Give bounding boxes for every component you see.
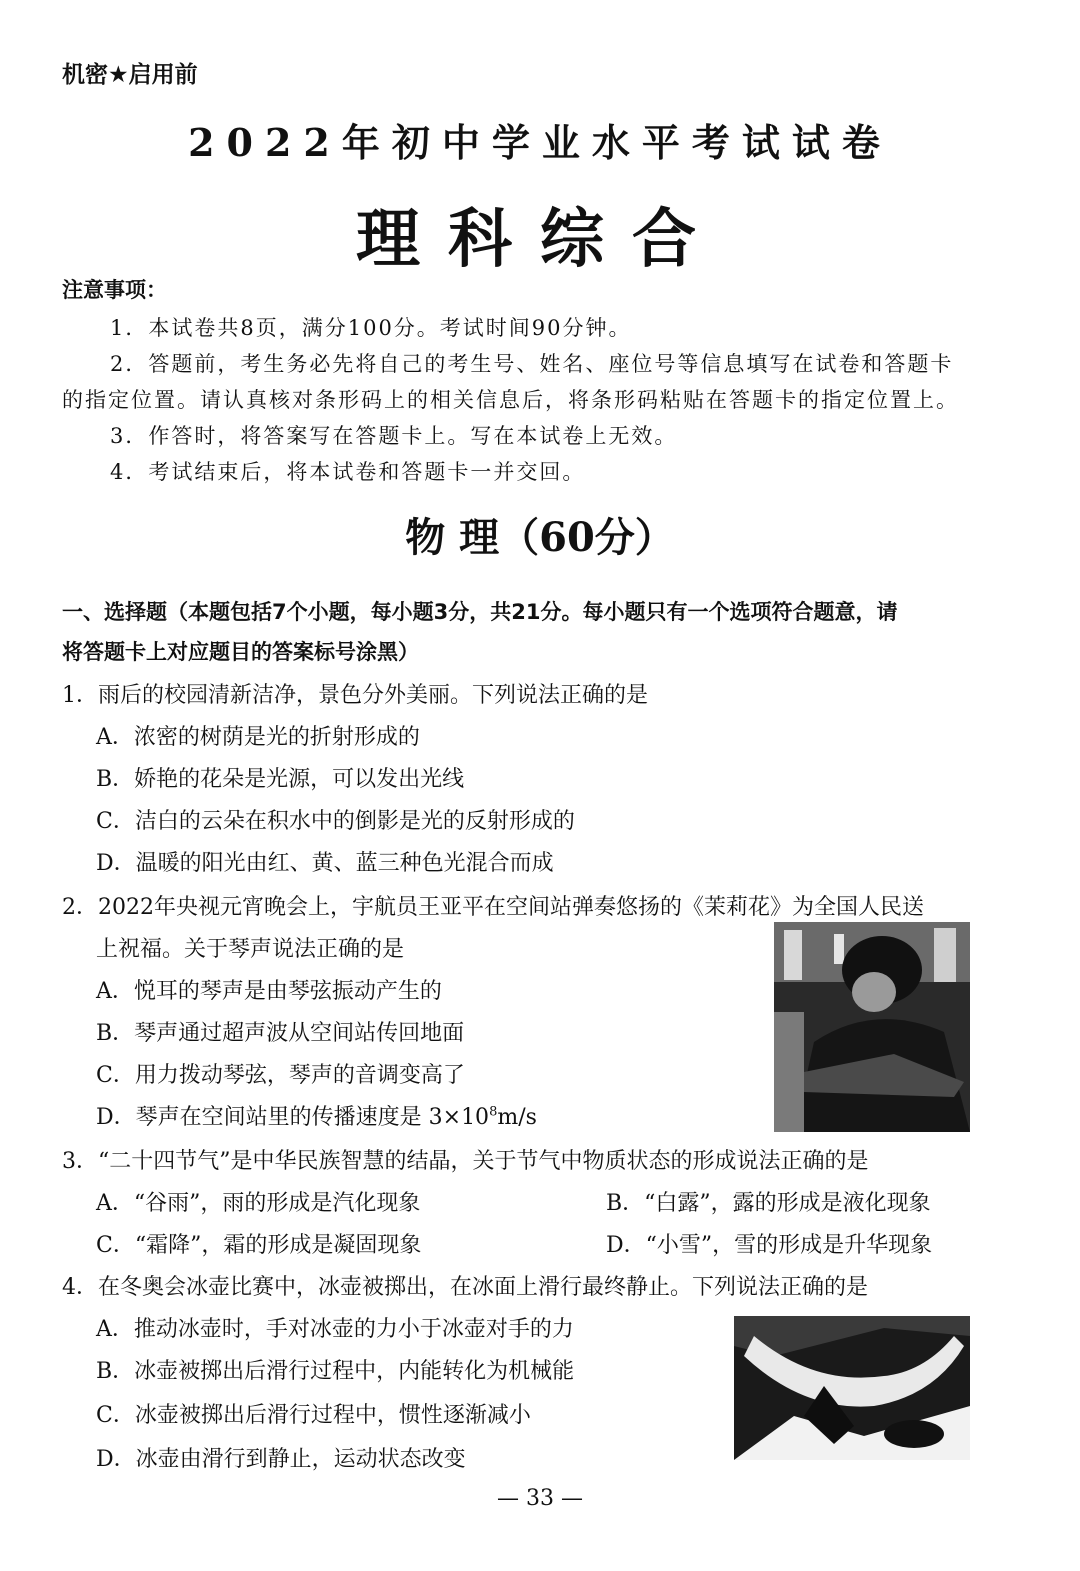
question-2-option-b: B．琴声通过超声波从空间站传回地面: [96, 1021, 465, 1046]
part-heading-cont: 将答题卡上对应题目的答案标号涂黑）: [62, 640, 419, 664]
question-1-option-b: B．娇艳的花朵是光源，可以发出光线: [96, 767, 465, 792]
question-4-option-c: C．冰壶被掷出后滑行过程中，惯性逐渐减小: [96, 1403, 531, 1428]
question-4-option-d: D．冰壶由滑行到静止，运动状态改变: [96, 1447, 466, 1472]
question-1-stem: 1．雨后的校园清新洁净，景色分外美丽。下列说法正确的是: [62, 683, 648, 708]
section-title: 物 理（60分）: [405, 514, 675, 561]
notice-item-1: 1．本试卷共8页，满分100分。考试时间90分钟。: [110, 316, 632, 340]
question-3-stem: 3．“二十四节气”是中华民族智慧的结晶，关于节气中物质状态的形成说法正确的是: [62, 1149, 869, 1174]
question-4-option-b: B．冰壶被掷出后滑行过程中，内能转化为机械能: [96, 1359, 575, 1384]
curling-athlete-photo: [734, 1316, 970, 1460]
confidential-label: 机密★启用前: [62, 62, 198, 88]
question-3-option-d: D．“小雪”，雪的形成是升华现象: [606, 1233, 933, 1258]
question-3-option-c: C．“霜降”，霜的形成是凝固现象: [96, 1233, 422, 1258]
part-heading: 一、选择题（本题包括7个小题，每小题3分，共21分。每小题只有一个选项符合题意，请: [62, 600, 898, 624]
question-2-option-c: C．用力拨动琴弦，琴声的音调变高了: [96, 1063, 465, 1088]
notice-item-4: 4．考试结束后，将本试卷和答题卡一并交回。: [110, 460, 586, 484]
question-2-stem-cont: 上祝福。关于琴声说法正确的是: [96, 937, 405, 962]
question-3-option-b: B．“白露”，露的形成是液化现象: [606, 1191, 931, 1216]
question-2-stem: 2．2022年央视元宵晚会上，宇航员王亚平在空间站弹奏悠扬的《茉莉花》为全国人民送: [62, 895, 924, 920]
exam-title: 2022年初中学业水平考试试卷: [188, 120, 892, 165]
option-d-exponent: 8: [489, 1104, 498, 1120]
notice-item-2: 2．答题前，考生务必先将自己的考生号、姓名、座位号等信息填写在试卷和答题卡: [110, 352, 954, 376]
question-1-option-a: A．浓密的树荫是光的折射形成的: [96, 725, 420, 750]
question-2-option-a: A．悦耳的琴声是由琴弦振动产生的: [96, 979, 442, 1004]
notice-item-3: 3．作答时，将答案写在答题卡上。写在本试卷上无效。: [110, 424, 678, 448]
notice-item-2-cont: 的指定位置。请认真核对条形码上的相关信息后，将条形码粘贴在答题卡的指定位置上。: [62, 388, 959, 412]
question-4-stem: 4．在冬奥会冰壶比赛中，冰壶被掷出，在冰面上滑行最终静止。下列说法正确的是: [62, 1275, 868, 1300]
question-3-option-a: A．“谷雨”，雨的形成是汽化现象: [96, 1191, 421, 1216]
option-d-prefix: D．琴声在空间站里的传播速度是 3×10: [96, 1105, 490, 1130]
question-1-option-d: D．温暖的阳光由红、黄、蓝三种色光混合而成: [96, 851, 554, 876]
question-2-option-d: [96, 1100, 537, 1131]
page-number: — 33 —: [497, 1486, 583, 1511]
question-4-option-a: A．推动冰壶时，手对冰壶的力小于冰壶对手的力: [96, 1317, 574, 1342]
notice-heading: 注意事项：: [62, 278, 167, 302]
option-d-unit: m/s: [497, 1105, 537, 1130]
astronaut-playing-guzheng-photo: [774, 922, 970, 1132]
question-1-option-c: C．洁白的云朵在积水中的倒影是光的反射形成的: [96, 809, 575, 834]
subject-title: 理科综合: [356, 202, 724, 277]
